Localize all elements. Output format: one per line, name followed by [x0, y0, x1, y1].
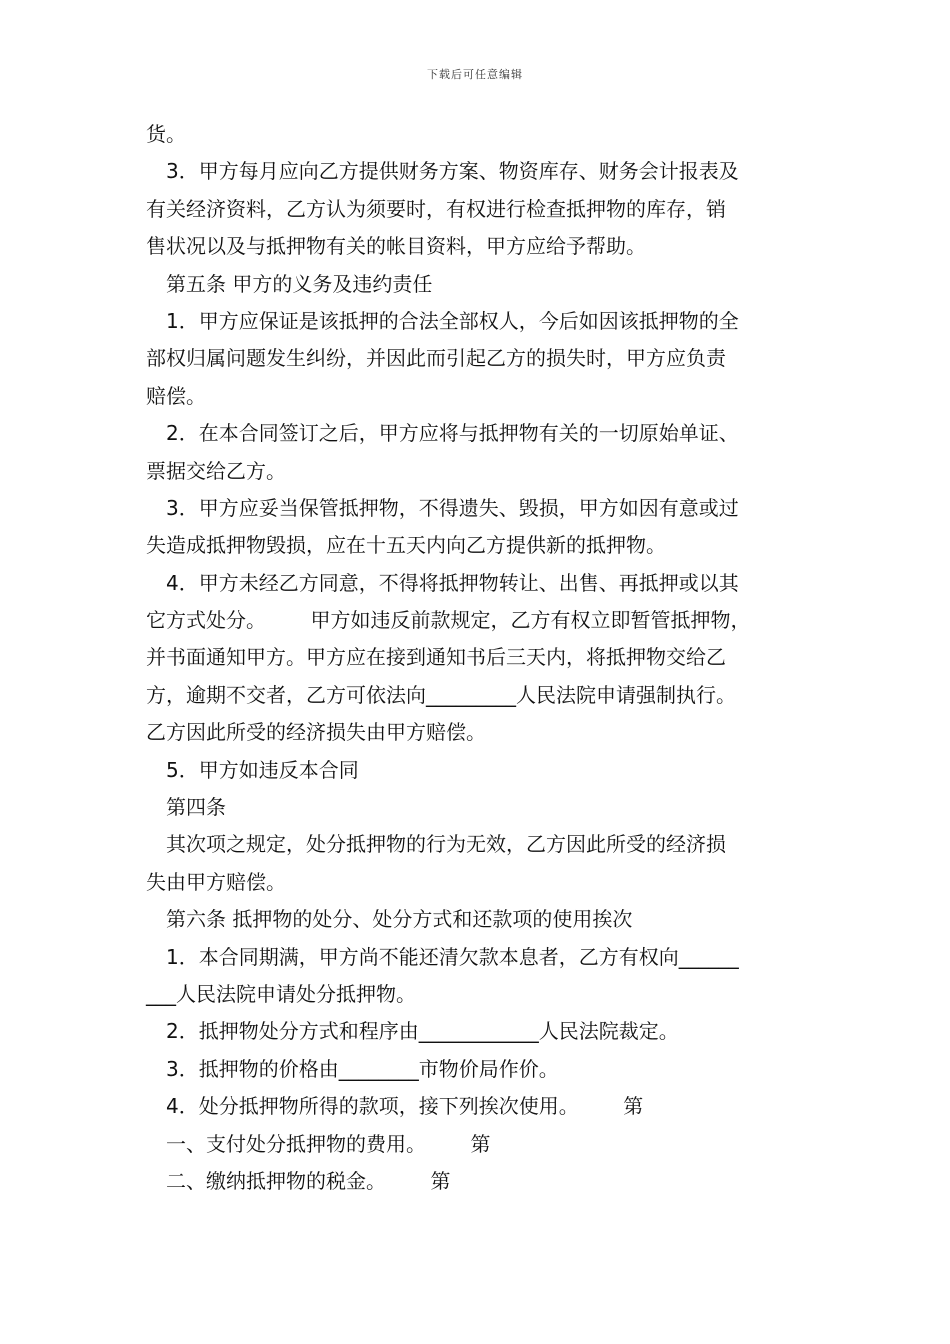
- text-line: 二、缴纳抵押物的税金。 第: [166, 1168, 451, 1193]
- text-line: 其次项之规定，处分抵押物的行为无效，乙方因此所受的经济损: [166, 832, 726, 857]
- text-line: 部权归属问题发生纠纷，并因此而引起乙方的损失时，甲方应负责: [146, 346, 726, 371]
- text-line: 2．抵押物处分方式和程序由____________人民法院裁定。: [166, 1019, 679, 1044]
- text-line: 3．甲方应妥当保管抵押物，不得遗失、毁损，甲方如因有意或过: [166, 495, 739, 520]
- text-line: 1．甲方应保证是该抵押的合法全部权人，今后如因该抵押物的全: [166, 308, 739, 333]
- text-line: 货。: [146, 122, 186, 146]
- text-line: 3．抵押物的价格由________市物价局作价。: [166, 1056, 559, 1081]
- text-line: 4．处分抵押物所得的款项，接下列挨次使用。 第: [166, 1094, 644, 1119]
- section-heading: 第五条 甲方的义务及违约责任: [166, 271, 433, 296]
- text-line: 5．甲方如违反本合同: [166, 757, 359, 782]
- text-line: 一、支付处分抵押物的费用。 第: [166, 1131, 491, 1156]
- text-line: ___人民法院申请处分抵押物。: [146, 981, 416, 1006]
- section-heading: 第六条 抵押物的处分、处分方式和还款项的使用挨次: [166, 907, 633, 932]
- text-line: 售状况以及与抵押物有关的帐目资料，甲方应给予帮助。: [146, 234, 646, 259]
- text-line: 有关经济资料，乙方认为须要时，有权进行检查抵押物的库存，销: [146, 196, 726, 221]
- text-line: 失由甲方赔偿。: [146, 869, 286, 894]
- document-body: [146, 116, 814, 1200]
- page-header: 下载后可任意编辑: [427, 68, 523, 81]
- text-line: 并书面通知甲方。甲方应在接到通知书后三天内，将抵押物交给乙: [146, 645, 726, 670]
- text-line: 4．甲方未经乙方同意，不得将抵押物转让、出售、再抵押或以其: [166, 570, 739, 595]
- text-line: 3．甲方每月应向乙方提供财务方案、物资库存、财务会计报表及: [166, 159, 739, 184]
- text-line: 它方式处分。 甲方如违反前款规定，乙方有权立即暂管抵押物，: [146, 608, 751, 633]
- text-line: 失造成抵押物毁损，应在十五天内向乙方提供新的抵押物。: [146, 533, 666, 558]
- text-line: 1．本合同期满，甲方尚不能还清欠款本息者，乙方有权向______: [166, 944, 739, 969]
- text-line: 2．在本合同签订之后，甲方应将与抵押物有关的一切原始单证、: [166, 421, 739, 446]
- text-line: 方，逾期不交者，乙方可依法向_________人民法院申请强制执行。: [146, 682, 736, 707]
- text-line: 赔偿。: [146, 383, 206, 408]
- text-line: 票据交给乙方。: [146, 458, 286, 483]
- text-line: 乙方因此所受的经济损失由甲方赔偿。: [146, 720, 486, 745]
- section-heading: 第四条: [166, 795, 226, 820]
